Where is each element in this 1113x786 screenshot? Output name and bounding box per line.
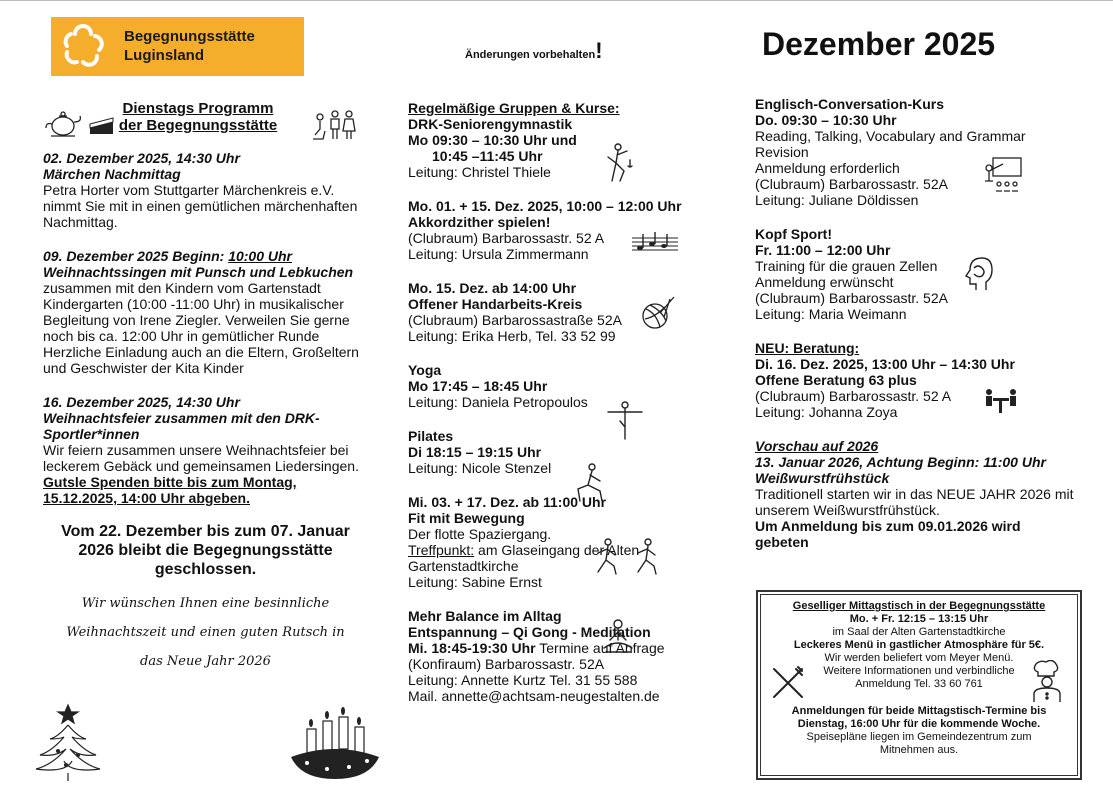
groups-heading: Regelmäßige Gruppen & Kurse: [408,100,620,116]
group-title: Offener Handarbeits-Kreis [408,296,583,312]
group-title: Mehr Balance im Alltag [408,608,562,624]
group-seniorengymnastik [408,116,698,180]
event-start-time: 10:00 Uhr [228,248,292,264]
group-lead: Leitung: Christel Thiele [408,164,551,180]
group-lead: Leitung: Erika Herb, Tel. 33 52 99 [408,328,616,344]
greeting-line1: Wir wünschen Ihnen eine besinnliche [81,596,330,611]
group-time-note: Termine auf Anfrage [535,640,665,656]
program-title-line1: Dienstags Programm [122,100,274,117]
flower-logo-icon [61,24,109,70]
course-lead: Leitung: Johanna Zoya [755,404,898,420]
closure-notice: Vom 22. Dezember bis zum 07. Januar 2026 bleibt die Begegnungsstätte geschlossen. [61,523,350,578]
group-text: Der flotte Spaziergang. [408,526,552,542]
season-greeting [43,589,368,676]
meeting-table-icon [983,388,1019,414]
yarn-ball-icon [640,295,676,331]
course-kopfsport [755,226,1075,322]
course-beratung [755,340,1075,420]
group-place: (Konfiraum) Barbarossastr. 52A [408,656,605,672]
course-english [755,96,1075,208]
meeting-label: Treffpunkt: [408,542,475,558]
group-lead: Leitung: Ursula Zimmermann [408,246,589,262]
group-lead: Leitung: Annette Kurtz Tel. 31 55 588 [408,672,638,688]
course-place: (Clubraum) Barbarossastr. 52 A [755,388,952,404]
course-heading: NEU: Beratung: [755,340,860,356]
logo-line1: Begegnungsstätte [124,28,255,45]
event-maerchen [43,150,368,230]
walking-icon [594,537,664,575]
course-place: (Clubraum) Barbarossastr. 52A [755,176,948,192]
christmas-tree-icon [30,703,106,783]
course-text: Reading, Talking, Vocabulary and Grammar Revision [755,128,1026,160]
group-place: (Clubraum) Barbarossastraße 52A [408,312,622,328]
group-time: Mi. 18:45-19:30 Uhr [408,640,536,656]
course-lead: Leitung: Maria Weimann [755,306,907,322]
group-lead: Leitung: Nicole Stenzel [408,460,552,476]
event-text: Petra Horter vom Stuttgarter Märchenkreis e.V. nimmt Sie mit in einen gemütlichen märchenhaften Nachmittag. [43,182,358,230]
preview-text: Traditionell starten wir in das NEUE JAHR 2026 mit unserem Weißwurstfrühstück. [755,486,1074,518]
pilates-icon [572,463,606,503]
group-balance [408,608,698,704]
group-title: Fit mit Bewegung [408,510,525,526]
greeting-line3: das Neue Jahr 2026 [140,654,271,669]
event-note: Gutsle Spenden bitte bis zum Montag, 15.12.2025, 14:00 Uhr abgeben. [43,474,297,506]
cutlery-icon [770,665,806,701]
month-title: Dezember 2025 [762,26,996,62]
lunch-line1: Wir werden beliefert vom Meyer Menü. [824,652,1014,664]
course-time: Do. 09:30 – 10:30 Uhr [755,112,897,128]
program-title [103,100,293,134]
group-time: Mo. 15. Dez. ab 14:00 Uhr [408,280,577,296]
yoga-pose-icon [606,400,644,440]
meeting-text: am Glaseingang der Alten Gartenstadtkirche [408,542,640,574]
course-title: Englisch-Conversation-Kurs [755,96,945,112]
disclaimer-mark: ! [595,38,603,63]
course-place: (Clubraum) Barbarossastr. 52A [755,290,948,306]
logo [51,17,304,76]
group-time: Di 18:15 – 19:15 Uhr [408,444,542,460]
lunch-title: Geselliger Mittagstisch in der Begegnungsstätte [792,600,1046,612]
event-text: Wir feiern zusammen unsere Weihnachtsfeier bei leckerem Gebäck und gemeinsamen Liedersingen. [43,442,359,474]
event-text: zusammen mit den Kindern vom Gartenstadt Kindergarten (10:00 -11:00 Uhr) in musikalischer Begleitung von Irene Ziegler. Verweilen Sie gerne noch bis ca. 12:00 Uhr in gemütlicher Runde [43,280,350,344]
group-place: (Clubraum) Barbarossastr. 52 A [408,230,605,246]
event-date: 09. Dezember 2025 Beginn: [43,248,229,264]
lunch-footer: Speisepläne liegen im Gemeindezentrum zum Mitnehmen aus. [806,731,1032,756]
group-time: Mo 17:45 – 18:45 Uhr [408,378,548,394]
lunch-line2: Weitere Informationen und verbindliche [823,665,1015,677]
course-title: Offene Beratung 63 plus [755,372,917,388]
preview-note: Um Anmeldung bis zum 09.01.2026 wird gebeten [755,518,1021,550]
preview-heading: Vorschau auf 2026 [755,438,879,454]
event-text2: Herzliche Einladung auch an die Eltern, Großeltern und Geschwister der Kita Kinder [43,344,359,376]
course-lead: Leitung: Juliane Döldissen [755,192,919,208]
event-title: Märchen Nachmittag [43,166,181,182]
event-weihnachtsfeier [43,394,368,506]
course-time: Fr. 11:00 – 12:00 Uhr [755,242,891,258]
event-title: Weihnachtssingen mit Punsch und Lebkuchen [43,264,354,280]
course-note: Anmeldung erforderlich [755,160,900,176]
advent-wreath-icon [287,707,383,781]
logo-line2: Luginsland [124,47,204,64]
group-lead: Leitung: Daniela Petropoulos [408,394,588,410]
event-date: 16. Dezember 2025, 14:30 Uhr [43,394,240,410]
column-tuesday [43,100,368,676]
music-notes-icon [632,232,678,256]
group-yoga [408,362,698,410]
group-lead: Leitung: Sabine Ernst [408,574,542,590]
disclaimer [465,38,603,64]
group-title: Pilates [408,428,454,444]
preview-2026 [755,438,1075,550]
course-note: Anmeldung erwünscht [755,274,894,290]
greeting-line2: Weihnachtszeit und einen guten Rutsch in [66,625,345,640]
teacher-icon [983,156,1023,192]
group-time: Mo. 01. + 15. Dez. 2025, 10:00 – 12:00 Uhr [408,198,682,214]
course-title: Kopf Sport! [755,226,832,242]
lunch-place: im Saal der Alten Gartenstadtkirche [832,626,1006,638]
lunch-line3: Anmeldung Tel. 33 60 761 [855,678,983,690]
group-title: Yoga [408,362,442,378]
course-text: Training für die grauen Zellen [755,258,938,274]
event-title: Weihnachtsfeier zusammen mit den DRK-Sportler*innen [43,410,320,442]
brain-head-icon [962,256,994,292]
top-border [0,0,1113,1]
group-pilates [408,428,698,476]
column-courses [755,96,1075,550]
program-title-line2: der Begegnungsstätte [118,117,278,134]
meditation-icon [602,618,634,654]
lunch-registration: Anmeldungen für beide Mittagstisch-Termine bis Dienstag, 16:00 Uhr für die kommende Woche. [791,705,1047,730]
disclaimer-text: Änderungen vorbehalten [465,49,596,61]
group-time2: 10:45 –11:45 Uhr [432,148,543,164]
group-mail: Mail. annette@achtsam-neugestalten.de [408,688,660,704]
group-time: Mi. 03. + 17. Dez. ab 11:00 Uhr [408,494,607,510]
group-title: Akkordzither spielen! [408,214,551,230]
group-time: Mo 09:30 – 10:30 Uhr und [408,132,577,148]
gymnastics-icon [600,142,636,184]
preview-date: 13. Januar 2026, Achtung Beginn: 11:00 Uhr [755,454,1046,470]
chef-icon [1030,660,1064,702]
column-groups [408,100,698,704]
lunch-time: Mo. + Fr. 12:15 – 13:15 Uhr [849,613,989,625]
group-subtitle: Entspannung – Qi Gong - Meditation [408,624,651,640]
preview-title: Weißwurstfrühstück [755,470,890,486]
course-time: Di. 16. Dez. 2025, 13:00 Uhr – 14:30 Uhr [755,356,1015,372]
event-date: 02. Dezember 2025, 14:30 Uhr [43,150,240,166]
group-title: DRK-Seniorengymnastik [408,116,573,132]
lunch-menu: Leckeres Menü in gastlicher Atmosphäre für 5€. [793,639,1045,651]
event-weihnachtssingen [43,248,368,376]
